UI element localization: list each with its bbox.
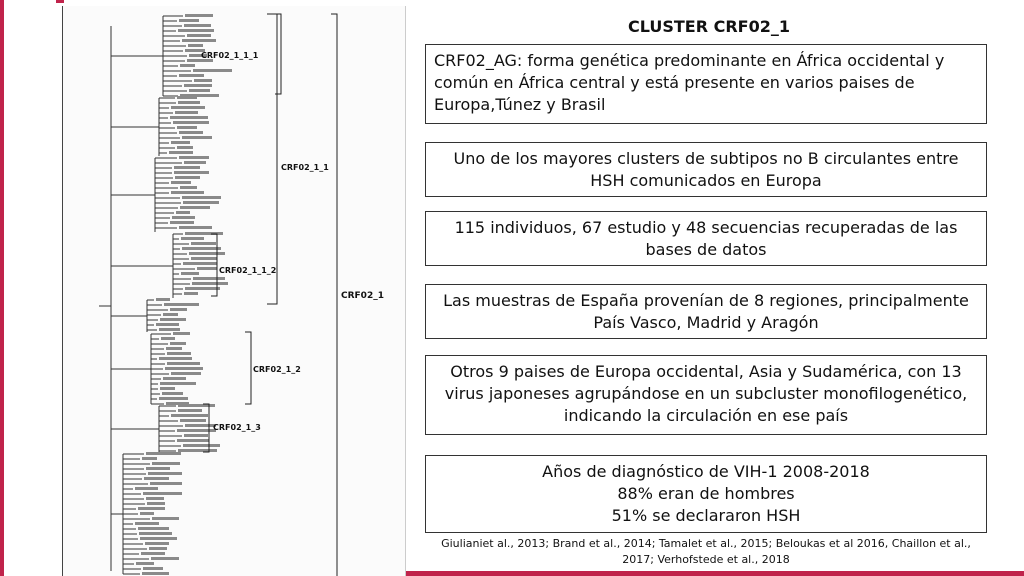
tree-tip-label bbox=[171, 372, 201, 375]
tree-tip-label bbox=[159, 357, 192, 360]
tree-tip-label bbox=[135, 487, 158, 490]
diagnosis-years: Años de diagnóstico de VIH-1 2008-2018 bbox=[542, 462, 870, 481]
tree-tip-label bbox=[189, 89, 210, 92]
label-crf02-1-3: CRF02_1_3 bbox=[213, 423, 261, 432]
tree-tip-label bbox=[177, 146, 193, 149]
tree-tip-label bbox=[182, 196, 221, 199]
label-crf02-1-2: CRF02_1_2 bbox=[253, 365, 301, 374]
tree-tip-label bbox=[197, 267, 217, 270]
tree-tip-label bbox=[179, 74, 204, 77]
tree-tip-label bbox=[177, 96, 197, 99]
tree-tip-label bbox=[156, 298, 170, 301]
tree-tip-label bbox=[159, 328, 180, 331]
left-accent-bar bbox=[0, 0, 4, 576]
tree-tip-label bbox=[177, 126, 197, 129]
slide-title: CLUSTER CRF02_1 bbox=[627, 17, 790, 36]
tree-tip-label bbox=[140, 537, 177, 540]
tree-tip-label bbox=[136, 562, 154, 565]
tree-tip-label bbox=[165, 367, 203, 370]
tree-tip-label bbox=[144, 477, 169, 480]
tree-tip-label bbox=[171, 106, 205, 109]
bracket-crf02-1-1 bbox=[267, 14, 277, 304]
tree-tip-label bbox=[185, 424, 216, 427]
tree-tip-label bbox=[177, 429, 216, 432]
tree-tip-label bbox=[173, 121, 209, 124]
info-box-text: Otros 9 paises de Europa occidental, Asia y Sudamérica, con 13 virus japoneses agrupándose en un subcluster monofilogenético, indicando la circulación en ese país bbox=[444, 362, 968, 425]
tree-tip-label bbox=[171, 191, 204, 194]
tree-tip-label bbox=[182, 136, 212, 139]
tree-tip-label bbox=[182, 247, 221, 250]
tree-tip-label bbox=[180, 64, 195, 67]
tree-tip-label bbox=[170, 308, 187, 311]
tree-tip-label bbox=[163, 313, 178, 316]
tree-tip-label bbox=[179, 226, 212, 229]
tree-tip-label bbox=[193, 277, 225, 280]
tree-tip-label bbox=[149, 547, 167, 550]
tree-tip-label bbox=[143, 492, 182, 495]
tree-tip-label bbox=[147, 502, 165, 505]
tree-tip-label bbox=[185, 14, 213, 17]
tree-tip-label bbox=[194, 79, 212, 82]
tree-tip-label bbox=[185, 287, 220, 290]
tree-tip-label bbox=[152, 462, 180, 465]
tree-tip-label bbox=[183, 262, 217, 265]
tree-tip-label bbox=[178, 409, 202, 412]
tree-tip-label bbox=[177, 439, 209, 442]
tree-tip-label bbox=[164, 303, 199, 306]
tree-tip-label bbox=[160, 387, 175, 390]
tree-tip-label bbox=[167, 352, 191, 355]
phylogenetic-tree-image bbox=[62, 6, 406, 576]
tree-tip-label bbox=[169, 151, 193, 154]
tree-tip-label bbox=[160, 318, 186, 321]
bottom-accent-bar bbox=[404, 571, 1024, 576]
tree-tip-label bbox=[148, 472, 182, 475]
tree-tip-label bbox=[192, 282, 228, 285]
tree-tip-label bbox=[170, 221, 194, 224]
tree-tip-label bbox=[182, 39, 216, 42]
phylogenetic-tree bbox=[63, 6, 405, 576]
tree-tip-label bbox=[178, 101, 200, 104]
tree-tip-label bbox=[178, 29, 214, 32]
info-box-diagnosis bbox=[425, 455, 987, 533]
tree-tip-label bbox=[141, 552, 165, 555]
bracket-crf02-1 bbox=[331, 14, 337, 576]
tree-tip-label bbox=[159, 397, 188, 400]
info-box-spain-regions bbox=[425, 284, 987, 339]
tree-tip-label bbox=[181, 237, 204, 240]
tree-tip-label bbox=[142, 572, 169, 575]
tree-tip-label bbox=[188, 44, 203, 47]
tree-tip-label bbox=[166, 347, 182, 350]
tree-tip-label bbox=[143, 567, 163, 570]
tree-tip-label bbox=[135, 522, 159, 525]
tree-tip-label bbox=[183, 444, 220, 447]
tree-tip-label bbox=[139, 532, 172, 535]
references: Giulianiet al., 2013; Brand et al., 2014; Tamalet et al., 2015; Beloukas et al 2016, Chaillon et al., 2017; Verhofstede et al., 2018 bbox=[441, 537, 971, 566]
tree-tip-label bbox=[142, 457, 157, 460]
tree-tip-label bbox=[150, 482, 182, 485]
diagnosis-men: 88% eran de hombres bbox=[617, 484, 795, 503]
tree-tip-label bbox=[163, 377, 186, 380]
tree-tip-label bbox=[138, 527, 169, 530]
tree-tip-label bbox=[172, 216, 195, 219]
info-box-clusters bbox=[425, 142, 987, 197]
tree-tip-label bbox=[146, 452, 181, 455]
info-box-text: Uno de los mayores clusters de subtipos no B circulantes entre HSH comunicados en Europa bbox=[453, 149, 959, 190]
tree-tip-label bbox=[146, 467, 170, 470]
tree-tip-label bbox=[170, 116, 208, 119]
tree-tip-label bbox=[145, 542, 169, 545]
tree-tip-label bbox=[171, 141, 190, 144]
tree-tip-label bbox=[189, 252, 225, 255]
tree-tip-label bbox=[184, 24, 211, 27]
label-crf02-1: CRF02_1 bbox=[341, 291, 384, 301]
tree-tip-label bbox=[167, 362, 200, 365]
tree-tip-label bbox=[184, 161, 206, 164]
tree-tip-label bbox=[171, 414, 208, 417]
tree-tip-label bbox=[191, 242, 216, 245]
tree-tip-label bbox=[193, 69, 232, 72]
tree-tip-label bbox=[170, 342, 186, 345]
info-box-text: CRF02_AG: forma genética predominante en África occidental y común en África central y está presente en varios paises de Europa,Túnez y Brasil bbox=[434, 51, 945, 114]
bracket-crf02-1-1-1 bbox=[275, 14, 281, 94]
tree-tip-label bbox=[174, 166, 200, 169]
tree-tip-label bbox=[146, 497, 164, 500]
tree-tip-label bbox=[171, 181, 191, 184]
info-box-individuals bbox=[425, 211, 987, 266]
tree-tip-label bbox=[160, 382, 196, 385]
label-crf02-1-1: CRF02_1_1 bbox=[281, 163, 329, 172]
top-accent-mark bbox=[56, 0, 64, 3]
clade-brackets bbox=[203, 14, 337, 576]
tree-tip-label bbox=[191, 257, 217, 260]
tree-tip-label bbox=[161, 337, 175, 340]
tree-tip-label bbox=[162, 392, 183, 395]
tree-tip-label bbox=[181, 272, 199, 275]
info-box-text: 115 individuos, 67 estudio y 48 secuencias recuperadas de las bases de datos bbox=[454, 218, 958, 259]
tree-tip-label bbox=[180, 186, 197, 189]
tree-tip-label bbox=[179, 156, 209, 159]
tree-tip-label bbox=[173, 332, 190, 335]
tree-tip-label bbox=[140, 512, 154, 515]
tree-tip-label bbox=[138, 507, 165, 510]
tree-tip-label bbox=[180, 206, 210, 209]
label-crf02-1-1-1: CRF02_1_1_1 bbox=[201, 51, 259, 60]
tree-tip-label bbox=[178, 449, 217, 452]
tree-tip-label bbox=[152, 517, 179, 520]
tree-tip-label bbox=[184, 84, 212, 87]
diagnosis-msm: 51% se declararon HSH bbox=[611, 506, 801, 525]
tree-tip-label bbox=[175, 176, 200, 179]
tree-tip-label bbox=[183, 201, 219, 204]
tree-tip-label bbox=[151, 557, 179, 560]
tree-tip-label bbox=[179, 131, 203, 134]
bracket-crf02-1-2 bbox=[245, 332, 251, 404]
tree-branches bbox=[99, 16, 195, 574]
tree-tip-label bbox=[156, 323, 179, 326]
label-crf02-1-1-2: CRF02_1_1_2 bbox=[219, 266, 277, 275]
tree-tip-label bbox=[184, 434, 208, 437]
tree-tip-label bbox=[179, 19, 199, 22]
tree-tip-label bbox=[174, 171, 209, 174]
tree-tip-label bbox=[180, 419, 206, 422]
info-box-crf02-ag bbox=[425, 44, 987, 124]
tree-tip-label bbox=[184, 292, 198, 295]
info-box-other-countries bbox=[425, 355, 987, 435]
tree-tip-label bbox=[175, 111, 198, 114]
info-box-text: Las muestras de España provenían de 8 regiones, principalmente País Vasco, Madrid y Aragón bbox=[443, 291, 969, 332]
tree-tip-label bbox=[176, 211, 190, 214]
tree-tip-label bbox=[187, 34, 211, 37]
